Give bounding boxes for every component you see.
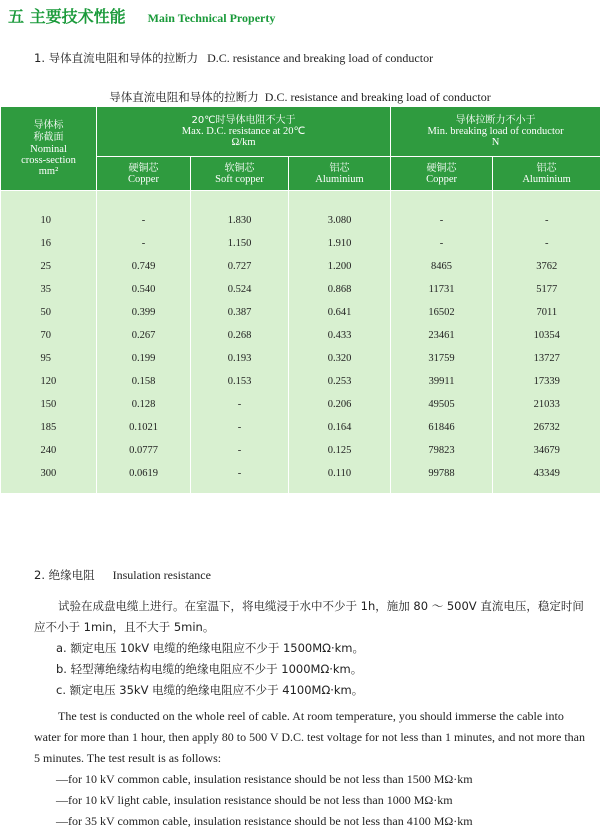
col1-cn: 导体标称截面 xyxy=(31,120,67,144)
table-cell: - xyxy=(191,439,289,462)
section1-cn: 1. 导体直流电阻和导体的拉断力 xyxy=(34,51,198,65)
table-cell: 0.641 xyxy=(289,301,391,324)
table-cell: 0.158 xyxy=(97,370,191,393)
table-body xyxy=(1,191,600,494)
table-cell: 1.910 xyxy=(289,232,391,255)
section2-en: Insulation resistance xyxy=(113,568,211,582)
table-cell: 0.0619 xyxy=(97,462,191,485)
cell-section: 50 xyxy=(1,301,97,324)
sub1-cn: 软铜芯 xyxy=(191,163,288,174)
table-cell: 39911 xyxy=(391,370,493,393)
cell-section: 95 xyxy=(1,347,97,370)
cn-item-a: a. 额定电压 10kV 电缆的绝缘电阻应不少于 1500MΩ·km。 xyxy=(34,638,590,659)
group-header-resistance xyxy=(97,107,391,157)
group1-unit: Ω/km xyxy=(97,137,390,148)
table-row xyxy=(1,301,600,324)
table-cell: 21033 xyxy=(493,393,600,416)
group1-en: Max. D.C. resistance at 20℃ xyxy=(97,126,390,137)
table-cell: - xyxy=(191,462,289,485)
table-cell: 0.387 xyxy=(191,301,289,324)
table-cell: 17339 xyxy=(493,370,600,393)
cn-paragraph xyxy=(34,596,590,701)
table-cell: - xyxy=(493,232,600,255)
cell-section: 240 xyxy=(1,439,97,462)
cell-section: 300 xyxy=(1,462,97,485)
table-cell: 0.868 xyxy=(289,278,391,301)
table-caption xyxy=(0,89,600,105)
cn-item-c: c. 额定电压 35kV 电缆的绝缘电阻应不少于 4100MΩ·km。 xyxy=(34,680,590,701)
sub-header xyxy=(191,157,289,191)
table-cell: 0.1021 xyxy=(97,416,191,439)
table-cell: 3.080 xyxy=(289,209,391,232)
cn-item-b: b. 轻型薄绝缘结构电缆的绝缘电阻应不少于 1000MΩ·km。 xyxy=(34,659,590,680)
sub3-cn: 硬铜芯 xyxy=(391,163,492,174)
table-row xyxy=(1,232,600,255)
table-row xyxy=(1,324,600,347)
table-row xyxy=(1,255,600,278)
table-cell: 13727 xyxy=(493,347,600,370)
en-item-3: —for 35 kV common cable, insulation resistance should be not less than 4100 MΩ·km xyxy=(34,811,590,832)
group1-cn: 20℃时导体电阻不大于 xyxy=(97,115,390,126)
table-cell: 0.164 xyxy=(289,416,391,439)
en-item-1: —for 10 kV common cable, insulation resistance should be not less than 1500 MΩ·km xyxy=(34,769,590,790)
table-cell: 0.727 xyxy=(191,255,289,278)
en-paragraph xyxy=(34,706,590,832)
table-cell: 61846 xyxy=(391,416,493,439)
table-cell: 0.206 xyxy=(289,393,391,416)
table-cell: 79823 xyxy=(391,439,493,462)
col1-en2: cross-section xyxy=(1,155,96,166)
sub0-cn: 硬铜芯 xyxy=(97,163,190,174)
caption-en: D.C. resistance and breaking load of conductor xyxy=(265,90,491,104)
col-header-section xyxy=(1,107,97,191)
table-cell: 11731 xyxy=(391,278,493,301)
table-row xyxy=(1,462,600,485)
table-cell: 1.830 xyxy=(191,209,289,232)
table-cell: 0.0777 xyxy=(97,439,191,462)
table-cell: - xyxy=(493,209,600,232)
cell-section: 10 xyxy=(1,209,97,232)
cell-section: 25 xyxy=(1,255,97,278)
table-cell: 0.193 xyxy=(191,347,289,370)
table-cell: 0.253 xyxy=(289,370,391,393)
table-row xyxy=(1,347,600,370)
table-cell: 31759 xyxy=(391,347,493,370)
section2-cn: 2. 绝缘电阻 xyxy=(34,568,95,582)
cell-section: 185 xyxy=(1,416,97,439)
sub-header xyxy=(289,157,391,191)
section1-title xyxy=(34,50,433,66)
cell-section: 70 xyxy=(1,324,97,347)
cell-section: 120 xyxy=(1,370,97,393)
caption-cn: 导体直流电阻和导体的拉断力 xyxy=(109,90,259,104)
cn-p1: 试验在成盘电缆上进行。在室温下，将电缆浸于水中不少于 1h，施加 80 ～ 500V 直流电压，稳定时间应不小于 1min，且不大于 5min。 xyxy=(34,596,590,638)
table-row xyxy=(1,416,600,439)
group2-unit: N xyxy=(391,137,600,148)
section2-title xyxy=(34,567,211,583)
table-row xyxy=(1,393,600,416)
table-cell: 0.433 xyxy=(289,324,391,347)
table-cell: 0.199 xyxy=(97,347,191,370)
table-cell: 0.267 xyxy=(97,324,191,347)
table-cell: 10354 xyxy=(493,324,600,347)
table-cell: 0.320 xyxy=(289,347,391,370)
table-cell: 43349 xyxy=(493,462,600,485)
sub2-cn: 铝芯 xyxy=(289,163,390,174)
table-cell: 0.540 xyxy=(97,278,191,301)
sub-header xyxy=(97,157,191,191)
table-row xyxy=(1,370,600,393)
cell-section: 35 xyxy=(1,278,97,301)
sub-header xyxy=(493,157,600,191)
table-cell: 1.200 xyxy=(289,255,391,278)
en-p1: The test is conducted on the whole reel of cable. At room temperature, you should immerse the cable into water for more than 1 hour, then apply 80 to 500 V D.C. test voltage for not less than 1 minutes, and not more than 5 minutes. The test result is as follows: xyxy=(34,706,590,769)
table-cell: 99788 xyxy=(391,462,493,485)
table-cell: 0.399 xyxy=(97,301,191,324)
col1-unit: mm² xyxy=(1,166,96,177)
group-header-breaking xyxy=(391,107,600,157)
header-cn: 五 主要技术性能 xyxy=(8,4,126,27)
table-cell: 0.749 xyxy=(97,255,191,278)
table-cell: 23461 xyxy=(391,324,493,347)
sub4-cn: 铝芯 xyxy=(493,163,600,174)
section-header xyxy=(8,4,275,26)
sub1-en: Soft copper xyxy=(191,174,288,185)
table-cell: 3762 xyxy=(493,255,600,278)
table-cell: - xyxy=(97,209,191,232)
table-row xyxy=(1,439,600,462)
table-cell: - xyxy=(391,209,493,232)
sub-header xyxy=(391,157,493,191)
table-cell: 0.110 xyxy=(289,462,391,485)
table-cell: - xyxy=(391,232,493,255)
table-cell: - xyxy=(191,416,289,439)
table-cell: 0.524 xyxy=(191,278,289,301)
table-cell: 0.268 xyxy=(191,324,289,347)
cell-section: 16 xyxy=(1,232,97,255)
table-row xyxy=(1,278,600,301)
sub3-en: Copper xyxy=(391,174,492,185)
section1-en: D.C. resistance and breaking load of conductor xyxy=(207,51,433,65)
cell-section: 150 xyxy=(1,393,97,416)
table-cell: 34679 xyxy=(493,439,600,462)
col1-en1: Nominal xyxy=(1,144,96,155)
sub4-en: Aluminium xyxy=(493,174,600,185)
group2-en: Min. breaking load of conductor xyxy=(391,126,600,137)
table-cell: 8465 xyxy=(391,255,493,278)
table-cell: 0.153 xyxy=(191,370,289,393)
table-cell: 0.128 xyxy=(97,393,191,416)
table-cell: 16502 xyxy=(391,301,493,324)
table-row xyxy=(1,209,600,232)
header-en: Main Technical Property xyxy=(148,11,276,26)
resistance-table xyxy=(0,106,600,493)
table-cell: 49505 xyxy=(391,393,493,416)
table-cell: 0.125 xyxy=(289,439,391,462)
table-cell: 7011 xyxy=(493,301,600,324)
table-cell: 5177 xyxy=(493,278,600,301)
en-item-2: —for 10 kV light cable, insulation resistance should be not less than 1000 MΩ·km xyxy=(34,790,590,811)
sub0-en: Copper xyxy=(97,174,190,185)
table-cell: 26732 xyxy=(493,416,600,439)
table-cell: - xyxy=(191,393,289,416)
group2-cn: 导体拉断力不小于 xyxy=(391,115,600,126)
table-cell: - xyxy=(97,232,191,255)
table-cell: 1.150 xyxy=(191,232,289,255)
sub2-en: Aluminium xyxy=(289,174,390,185)
